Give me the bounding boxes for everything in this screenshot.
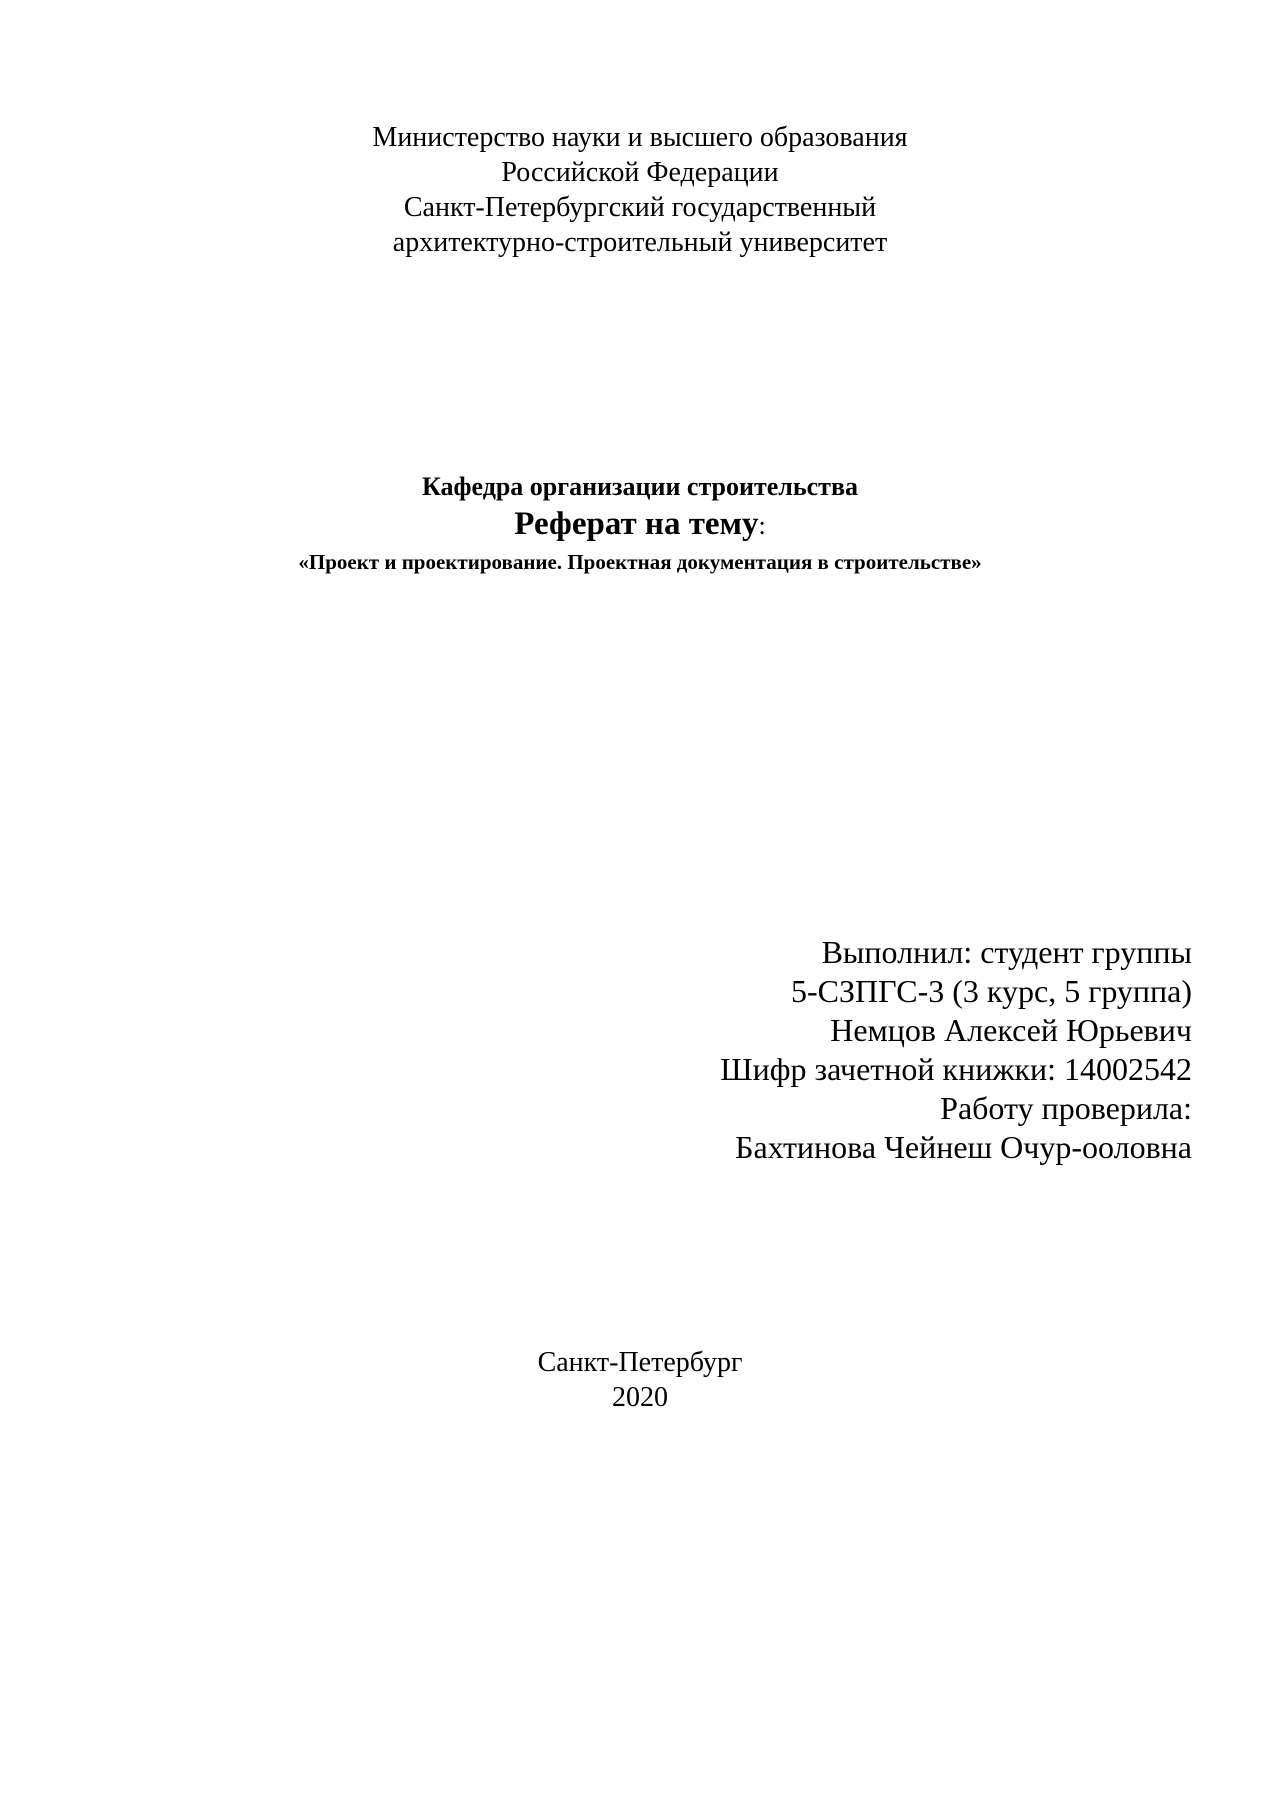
title-block	[0, 470, 1280, 576]
author-line-checked-by: Работу проверила:	[940, 1090, 1192, 1126]
author-line-record-book: Шифр зачетной книжки: 14002542	[720, 1051, 1192, 1087]
author-line-group: 5-СЗПГС-3 (3 курс, 5 группа)	[791, 973, 1192, 1009]
header-line-ministry: Министерство науки и высшего образования	[372, 122, 908, 153]
author-line-performed-by: Выполнил: студент группы	[821, 934, 1192, 970]
document-title	[0, 504, 1280, 546]
footer-block	[0, 1345, 1280, 1415]
header-line-university-1: Санкт-Петербургский государственный	[403, 192, 877, 223]
author-line-reviewer-name: Бахтинова Чейнеш Очур-ооловна	[735, 1129, 1192, 1165]
header-line-university-2: архитектурно-строительный университет	[392, 227, 888, 258]
document-title-text: Реферат на тему	[514, 506, 759, 542]
department-name: Кафедра организации строительства	[422, 472, 858, 501]
header-line-federation: Российской Федерации	[501, 157, 779, 188]
footer-year: 2020	[612, 1382, 668, 1413]
author-block	[0, 933, 1192, 1167]
ministry-header	[0, 120, 1280, 260]
author-line-student-name: Немцов Алексей Юрьевич	[830, 1012, 1192, 1048]
footer-city: Санкт-Петербург	[537, 1347, 743, 1378]
document-title-colon: :	[758, 511, 766, 540]
document-topic: «Проект и проектирование. Проектная документация в строительстве»	[298, 550, 982, 574]
